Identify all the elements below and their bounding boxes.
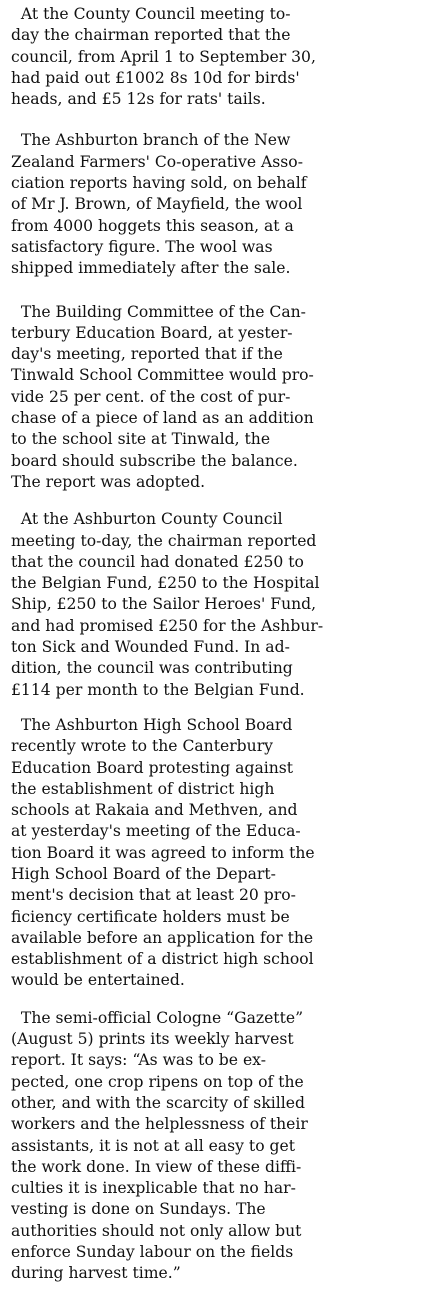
paragraph-council-donations: At the Ashburton County Council meeting to-day, the chairman reported that the council had donated £250 to the Belgian Fund, £250 to the Hospital Ship, £250 to the Sailor Heroes' Fund, and had promised £250 for the Ashbur- ton Sick and Wounded Fund. In ad- dition, the council was contributing £114 per month to the Belgian Fund.: [11, 510, 324, 699]
paragraph-harvest-report: The semi-official Cologne “Gazette” (August 5) prints its weekly harvest report. It says: “As was to be ex- pected, one crop ripens on top of the other, and with the scarcity of skilled workers and the helplessness of their assistants, it is not at all easy to get the work done. In view of these diffi- culties it is inexplicable that no har- vesting is done on Sundays. The authorities should not only allow but enforce Sunday labour on the fields during harvest time.”: [11, 1008, 308, 1283]
paragraph-council-bounties: At the County Council meeting to- day the chairman reported that the council, from April 1 to September 30, had paid out £1002 8s 10d for birds' heads, and £5 12s for rats' tails.: [11, 5, 316, 109]
paragraph-building-committee: The Building Committee of the Can- terbury Education Board, at yester- day's meeting, reported that if the Tinwald School Committee would pro- vide 25 per cent. of the cost of pur- chase of a piece of land as an addition to the school site at Tinwald, the board should subscribe the balance. The report was adopted.: [11, 302, 314, 491]
paragraph-wool-sale: The Ashburton branch of the New Zealand Farmers' Co-operative Asso- ciation reports having sold, on behalf of Mr J. Brown, of Mayfield, the wool from 4000 hoggets this season, at a satisfactory figure. The wool was shipped immediately after the sale.: [11, 131, 307, 278]
paragraph-high-school-board: The Ashburton High School Board recently wrote to the Canterbury Education Board protesting against the establishment of district high schools at Rakaia and Methven, and at yesterday's meeting of the Educa- tion Board it was agreed to inform the High School Board of the Depart- ment's decision that at least 20 pro- ficiency certificate holders must be available before an application for the establishment of a district high school would be entertained.: [11, 715, 315, 990]
